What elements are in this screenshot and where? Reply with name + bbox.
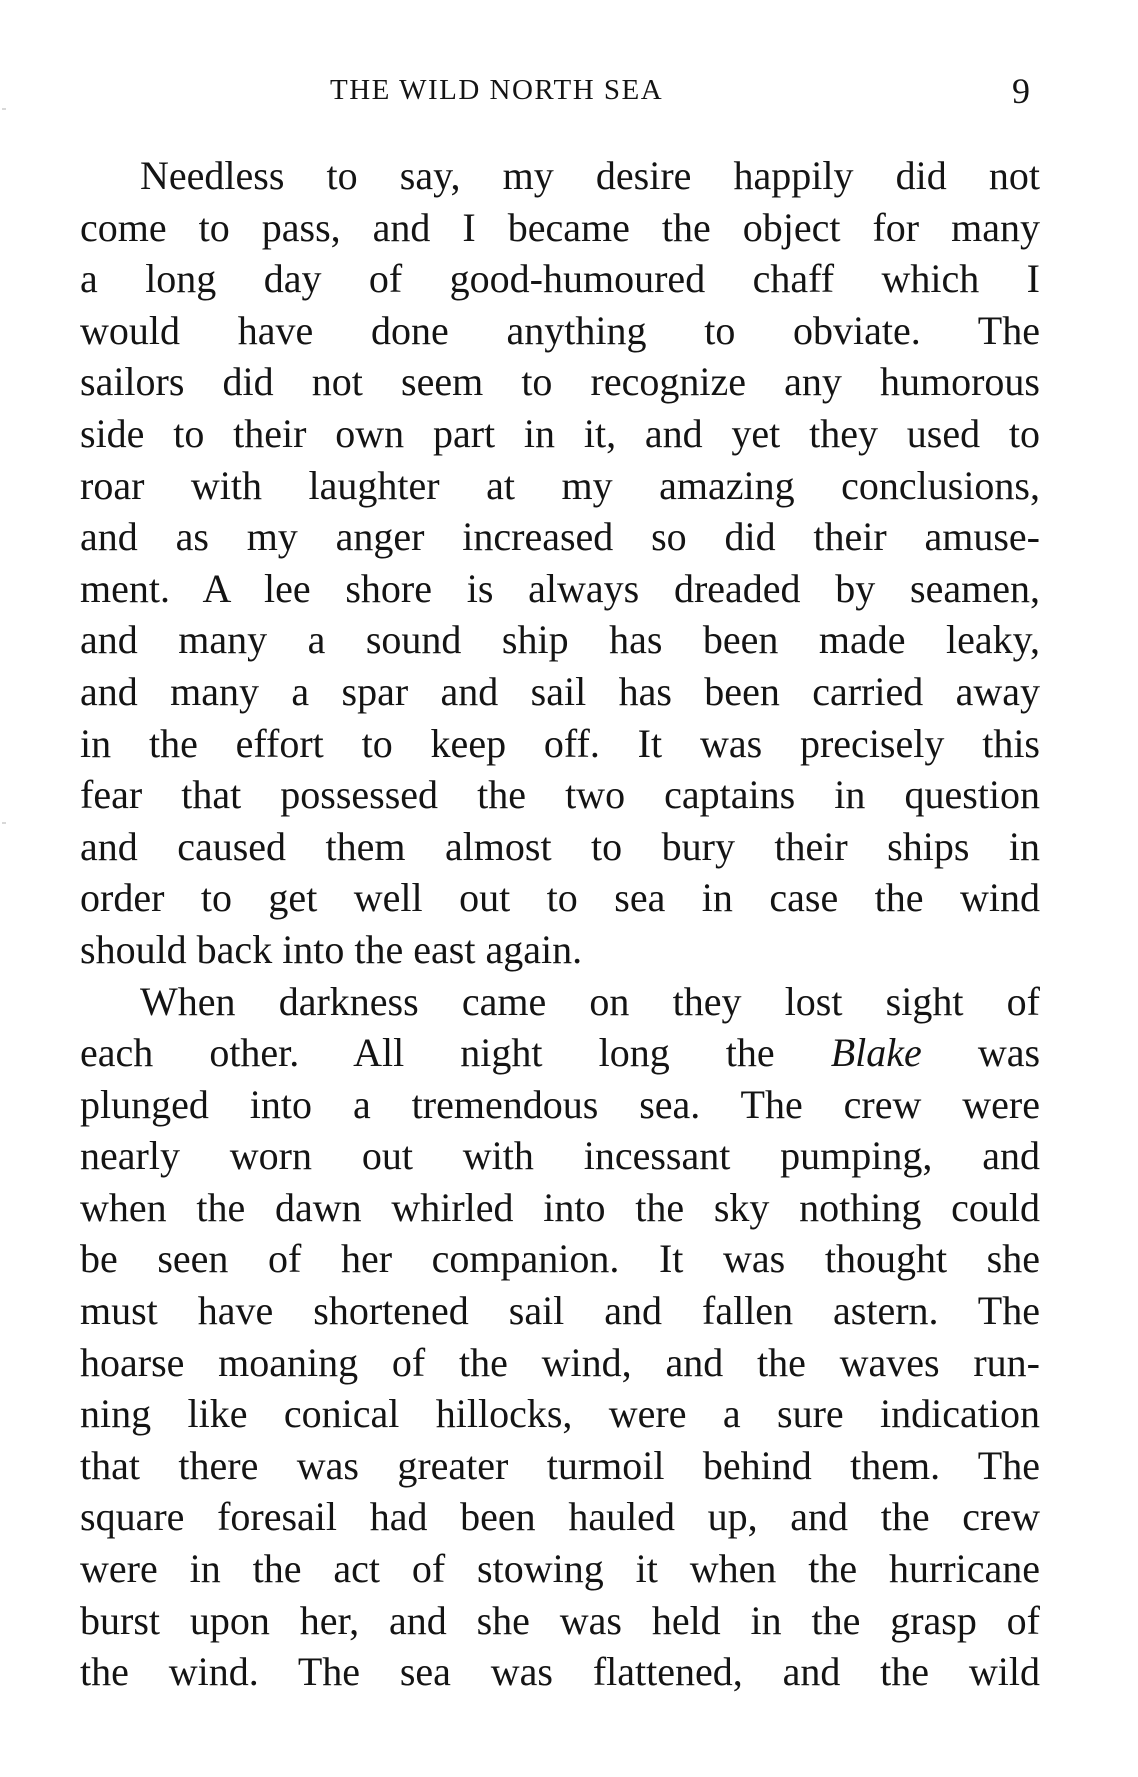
text-line: and many a spar and sail has been carried away bbox=[80, 668, 1040, 714]
paragraph bbox=[80, 976, 1040, 1698]
text-line: Needless to say, my desire happily did not bbox=[140, 153, 1040, 198]
text-line: square foresail had been hauled up, and the crew bbox=[80, 1494, 1040, 1540]
page-number: 9 bbox=[1012, 71, 1030, 111]
text-line: sailors did not seem to recognize any humorous bbox=[80, 359, 1040, 405]
paragraph bbox=[80, 150, 1040, 976]
text-line: be seen of her companion. It was thought she bbox=[80, 1236, 1040, 1282]
text-line: when the dawn whirled into the sky nothing could bbox=[80, 1184, 1040, 1230]
text-line: come to pass, and I became the object for many bbox=[80, 204, 1040, 250]
page-edge-mark bbox=[2, 822, 6, 824]
text-line: order to get well out to sea in case the wind bbox=[80, 875, 1040, 921]
text-line: the wind. The sea was flattened, and the wild bbox=[80, 1649, 1040, 1695]
body-text bbox=[80, 150, 1040, 1698]
text-line: fear that possessed the two captains in question bbox=[80, 772, 1040, 818]
text-line: plunged into a tremendous sea. The crew were bbox=[80, 1081, 1040, 1127]
text-line: and many a sound ship has been made leaky, bbox=[80, 617, 1040, 663]
text-line: must have shortened sail and fallen astern. The bbox=[80, 1288, 1040, 1334]
text-line: should back into the east again. bbox=[80, 926, 583, 972]
page-edge-mark bbox=[2, 108, 6, 110]
text-line: When darkness came on they lost sight of bbox=[140, 978, 1040, 1024]
running-title: THE WILD NORTH SEA bbox=[330, 74, 664, 106]
text-line: ning like conical hillocks, were a sure indication bbox=[80, 1391, 1040, 1437]
ship-name: Blake bbox=[830, 1030, 922, 1076]
running-header bbox=[80, 70, 1040, 110]
text-line: nearly worn out with incessant pumping, and bbox=[80, 1133, 1040, 1179]
text-line: ment. A lee shore is always dreaded by seamen, bbox=[80, 565, 1040, 611]
text-line: burst upon her, and she was held in the grasp of bbox=[80, 1597, 1040, 1643]
text-line: hoarse moaning of the wind, and the waves run- bbox=[80, 1339, 1040, 1385]
text-line: would have done anything to obviate. The bbox=[80, 307, 1040, 353]
text-line: side to their own part in it, and yet they used to bbox=[80, 410, 1040, 456]
text-line: were in the act of stowing it when the hurricane bbox=[80, 1546, 1040, 1592]
text-line: in the effort to keep off. It was precisely this bbox=[80, 720, 1040, 766]
text-line: each other. All night long the Blake was bbox=[80, 1030, 1041, 1076]
text-line: and caused them almost to bury their ships in bbox=[80, 823, 1040, 869]
text-line: and as my anger increased so did their amuse- bbox=[80, 514, 1040, 560]
text-line: a long day of good-humoured chaff which I bbox=[80, 256, 1040, 302]
text-line: that there was greater turmoil behind them. The bbox=[80, 1442, 1040, 1488]
text-line: roar with laughter at my amazing conclusions, bbox=[80, 462, 1040, 508]
